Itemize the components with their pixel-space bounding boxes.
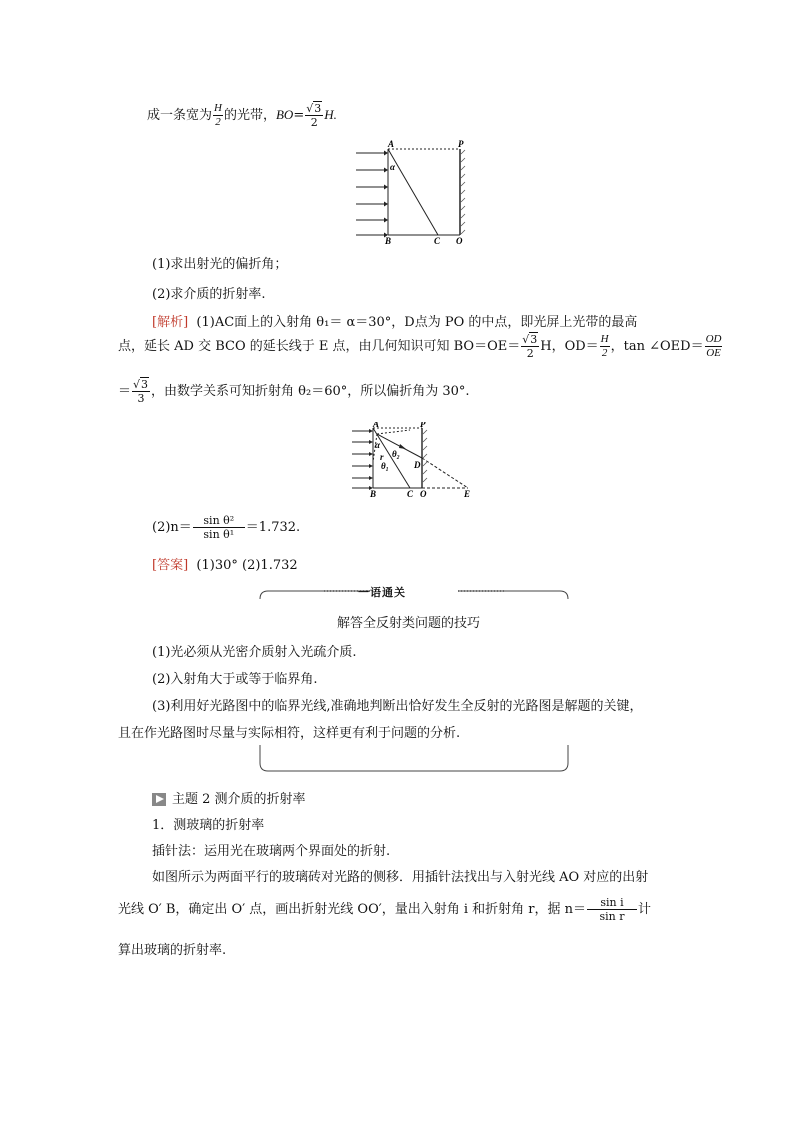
label-a: A <box>373 422 380 429</box>
question-1: (1)求出射光的偏折角； <box>152 257 288 272</box>
denominator: OE <box>706 347 721 359</box>
fraction <box>705 333 723 360</box>
tip-item-2: (2)入射角大于或等于临界角. <box>152 672 318 687</box>
fraction <box>305 102 323 129</box>
label-a: A <box>388 140 395 149</box>
tip-item-3a: (3)利用好光路图中的临界光线,准确地判断出恰好发生全反射的光路图是解题的关键， <box>152 699 643 714</box>
text: 的光带， <box>223 108 276 123</box>
denominator: sin θ¹ <box>203 528 235 541</box>
numerator: sin i <box>587 896 637 910</box>
analysis-line-3 <box>118 378 470 405</box>
numerator: sin θ² <box>193 514 245 528</box>
topic-2-method: 插针法：运用光在玻璃两个界面处的折射. <box>152 844 391 859</box>
label-alpha: α <box>390 162 395 172</box>
question-2: (2)求介质的折射率. <box>152 287 266 302</box>
answer-tag: [答案] <box>152 558 189 573</box>
denominator: sin r <box>599 910 625 923</box>
numerator: √3 <box>306 102 322 115</box>
h-end: H. <box>324 107 337 122</box>
text: ，tan ∠OED＝ <box>610 339 704 354</box>
label-p: P <box>420 422 426 429</box>
label-theta2: θ₂ <box>392 449 400 459</box>
bo-label: BO <box>275 107 294 122</box>
formula-line <box>152 514 300 541</box>
denominator: 2 <box>310 116 318 129</box>
numerator: √3 <box>133 378 149 391</box>
fraction <box>600 333 610 360</box>
numerator: H <box>600 333 609 345</box>
label-r: r <box>380 452 384 462</box>
denominator: 2 <box>215 116 221 128</box>
denominator: 2 <box>601 347 608 359</box>
label-p: P <box>458 140 464 149</box>
text: (1)AC面上的入射角 θ₁＝ α＝30°，D点为 PO 的中点，即光屏上光带的最高 <box>196 315 638 330</box>
fraction <box>587 896 637 923</box>
text: (2)n＝ <box>152 520 192 535</box>
text: 计 <box>637 902 651 917</box>
topic-2-heading <box>152 788 306 807</box>
fraction <box>213 102 223 129</box>
topic-2-para-1: 如图所示为两面平行的玻璃砖对光路的侧移．用插针法找出与入射光线 AO 对应的出射 <box>152 870 649 885</box>
text: 光线 O′ B，确定出 O′ 点，画出折射光线 OO′，量出入射角 i 和折射角 r，据 n＝ <box>118 902 586 917</box>
topic-2-sub: 1．测玻璃的折射率 <box>152 818 265 833</box>
label-alpha: α <box>375 440 380 450</box>
top-line <box>147 102 337 129</box>
tip-item-1: (1)光必须从光密介质射入光疏介质. <box>152 645 357 660</box>
equals: ＝ <box>118 384 132 399</box>
radicand: 3 <box>141 378 149 391</box>
answer-line <box>152 554 298 573</box>
topic-2-para-2 <box>118 896 651 923</box>
analysis-tag: [解析] <box>152 315 189 330</box>
radicand: 3 <box>530 333 538 346</box>
text: 主题 2 测介质的折射率 <box>172 792 306 807</box>
label-c: C <box>434 236 441 246</box>
text: 成一条宽为 <box>147 108 213 123</box>
fraction <box>193 514 245 541</box>
label-o: O <box>420 489 427 498</box>
label-theta1: θ₁ <box>381 461 389 471</box>
label-c: C <box>407 489 414 498</box>
analysis-line-1 <box>152 311 637 330</box>
text: ，由数学关系可知折射角 θ₂＝60°，所以偏折角为 30°. <box>151 384 470 399</box>
topic-2-para-3: 算出玻璃的折射率. <box>118 943 227 958</box>
text: 点，延长 AD 交 BCO 的延长线于 E 点，由几何知识可知 BO＝OE＝ <box>118 339 521 354</box>
fraction <box>132 378 150 405</box>
label-b: B <box>370 489 377 498</box>
play-icon <box>152 793 166 806</box>
denominator: 2 <box>526 347 534 360</box>
text: H，OD＝ <box>540 339 599 354</box>
equals: = <box>293 108 305 123</box>
radicand: 3 <box>314 102 322 115</box>
text: (1)30° (2)1.732 <box>196 558 298 573</box>
tip-item-3b: 且在作光路图时尽量与实际相符，这样更有利于问题的分析. <box>118 726 461 741</box>
numerator: H <box>214 102 222 114</box>
label-e: E <box>464 489 471 498</box>
numerator: OD <box>705 333 722 345</box>
denominator: 3 <box>137 392 145 405</box>
tip-box-title: 解答全反射类问题的技巧 <box>337 616 481 631</box>
label-d: D <box>414 460 421 470</box>
tip-box-header: 一语通关 <box>358 586 406 599</box>
label-o: O <box>456 236 463 246</box>
label-b: B <box>385 236 392 246</box>
numerator: √3 <box>522 333 538 346</box>
fraction <box>521 333 539 360</box>
figure-1 <box>354 140 474 246</box>
analysis-line-2 <box>118 333 723 360</box>
figure-2 <box>350 422 480 498</box>
text: ＝1.732. <box>245 520 301 535</box>
